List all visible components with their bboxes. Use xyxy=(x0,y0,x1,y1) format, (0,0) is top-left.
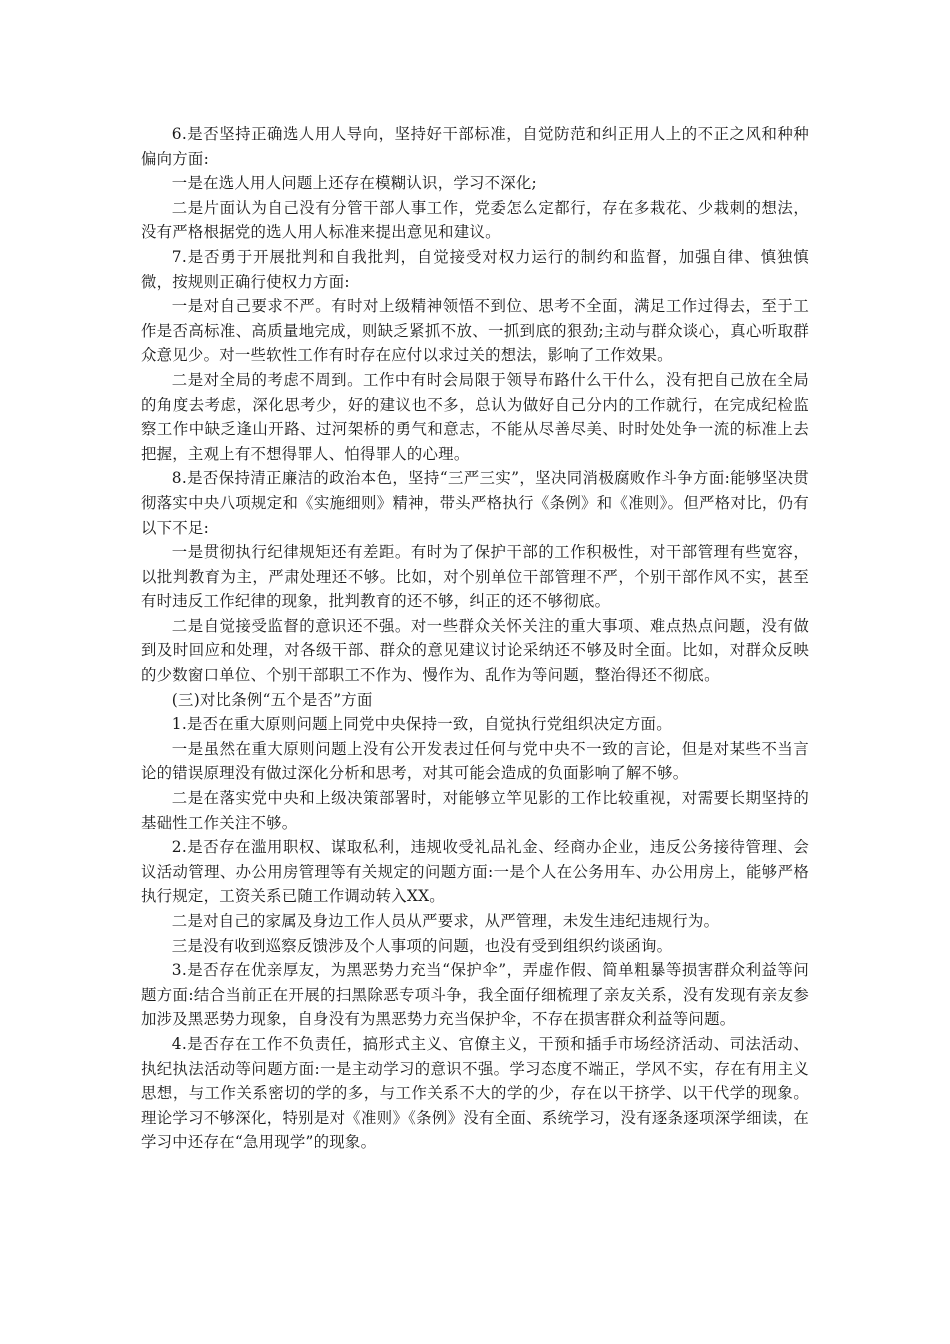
paragraph-item-6-point-1: 一是在选人用人问题上还存在模糊认识，学习不深化; xyxy=(171,174,537,193)
paragraph-item-6-point-2: 二是片面认为自己没有分管干部人事工作，党委怎么定都行，存在多栽花、少栽刺的想法，没有严格根据党的选人用人标准来提出意见和建议。 xyxy=(141,198,809,242)
paragraph-item-6-heading: 6.是否坚持正确选人用人导向，坚持好干部标准，自觉防范和纠正用人上的不正之风和种种偏向方面: xyxy=(141,125,809,168)
paragraph-item-8-point-1: 一是贯彻执行纪律规矩还有差距。有时为了保护干部的工作积极性，对干部管理有些宽容，以批判教育为主，严肃处理还不够。比如，对个别单位干部管理不严，个别干部作风不实，甚至有时违反工作纪律的现象，批判教育的还不够，纠正的还不够彻底。 xyxy=(141,543,809,611)
paragraph-item-8-point-2: 二是自觉接受监督的意识还不强。对一些群众关怀关注的重大事项、难点热点问题，没有做到及时回应和处理，对各级干部、群众的意见建议讨论采纳还不够及时全面。比如，对群众反映的少数窗口单位、个别干部职工不作为、慢作为、乱作为等问题，整治得还不彻底。 xyxy=(141,616,809,685)
paragraph-section3-item-2-point-2: 二是对自己的家属及身边工作人员从严要求，从严管理，未发生违纪违规行为。 xyxy=(171,912,720,930)
paragraph-section3-item-4: 4.是否存在工作不负责任，搞形式主义、官僚主义，干预和插手市场经济活动、司法活动、执纪执法活动等问题方面:一是主动学习的意识不强。学习态度不端正，学风不实，存在有用主义思想，与工作关系密切的学的多，与工作关系不大的学的少，存在以干挤学、以干代学的现象。理论学习不够深化，特别是对《准则》《条例》没有全面、系统学习，没有逐条逐项深学细读，在学习中还存在“急用现学”的现象。 xyxy=(141,1034,809,1152)
document-body xyxy=(141,122,809,1155)
paragraph-item-7-point-2: 二是对全局的考虑不周到。工作中有时会局限于领导布路什么干什么，没有把自己放在全局的角度去考虑，深化思考少，好的建议也不多，总认为做好自己分内的工作就行，在完成纪检监察工作中缺乏逢山开路、过河架桥的勇气和意志，不能从尽善尽美、时时处处争一流的标准上去把握，主观上有不想得罪人、怕得罪人的心理。 xyxy=(141,370,809,463)
paragraph-section3-item-2-heading: 2.是否存在滥用职权、谋取私利，违规收受礼品礼金、经商办企业，违反公务接待管理、会议活动管理、办公用房管理等有关规定的问题方面:一是个人在公务用车、办公用房上，能够严格执行规定，工资关系已随工作调动转入XX。 xyxy=(141,838,809,906)
paragraph-section3-item-1-heading: 1.是否在重大原则问题上同党中央保持一致，自觉执行党组织决定方面。 xyxy=(171,715,672,734)
paragraph-section3-item-3: 3.是否存在优亲厚友，为黑恶势力充当“保护伞”，弄虚作假、简单粗暴等损害群众利益等问题方面:结合当前正在开展的扫黑除恶专项斗争，我全面仔细梳理了亲友关系，没有发现有亲友参加涉及黑恶势力现象，自身没有为黑恶势力充当保护伞，不存在损害群众利益等问题。 xyxy=(141,961,809,1029)
section-heading-3: (三)对比条例“五个是否”方面 xyxy=(171,690,373,709)
paragraph-section3-item-1-point-2: 二是在落实党中央和上级决策部署时，对能够立竿见影的工作比较重视，对需要长期坚持的基础性工作关注不够。 xyxy=(141,789,809,832)
paragraph-item-8-heading: 8.是否保持清正廉洁的政治本色，坚持“三严三实”，坚决同消极腐败作斗争方面:能够坚决贯彻落实中央八项规定和《实施细则》精神，带头严格执行《条例》和《准则》。但严格对比，仍有以下不足: xyxy=(141,469,809,537)
paragraph-section3-item-1-point-1: 一是虽然在重大原则问题上没有公开发表过任何与党中央不一致的言论，但是对某些不当言论的错误原理没有做过深化分析和思考，对其可能会造成的负面影响了解不够。 xyxy=(141,739,809,783)
paragraph-item-7-point-1: 一是对自己要求不严。有时对上级精神领悟不到位、思考不全面，满足工作过得去，至于工作是否高标准、高质量地完成，则缺乏紧抓不放、一抓到底的狠劲;主动与群众谈心，真心听取群众意见少。对一些软性工作有时存在应付以求过关的想法，影响了工作效果。 xyxy=(141,297,809,365)
paragraph-section3-item-2-point-3: 三是没有收到巡察反馈涉及个人事项的问题，也没有受到组织约谈函询。 xyxy=(171,936,673,955)
paragraph-item-7-heading: 7.是否勇于开展批判和自我批判，自觉接受对权力运行的制约和监督，加强自律、慎独慎微，按规则正确行使权力方面: xyxy=(141,247,809,291)
